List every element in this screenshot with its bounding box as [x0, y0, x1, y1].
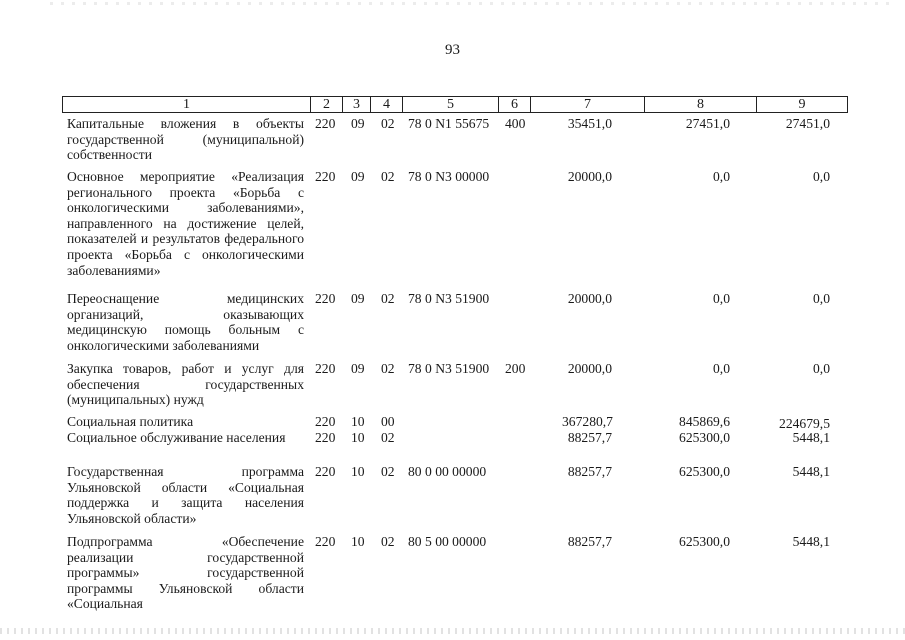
row-name: Социальное обслуживание населения — [67, 430, 286, 445]
row-year3: 0,0 — [813, 361, 830, 376]
row-razdel: 10 — [351, 414, 365, 429]
row-year2: 0,0 — [713, 291, 730, 306]
row-admin: 220 — [315, 534, 336, 549]
header-cell-5: 5 — [402, 96, 499, 113]
row-podrazdel: 02 — [381, 116, 395, 131]
header-cell-1: 1 — [62, 96, 311, 113]
row-csr: 80 5 00 00000 — [408, 534, 487, 549]
header-cell-7: 7 — [530, 96, 645, 113]
row-year3: 5448,1 — [792, 430, 830, 445]
header-cell-8: 8 — [644, 96, 757, 113]
header-cell-2: 2 — [310, 96, 343, 113]
row-admin: 220 — [315, 291, 336, 306]
row-year2: 625300,0 — [679, 534, 730, 549]
row-year2: 625300,0 — [679, 464, 730, 479]
row-vr: 400 — [505, 116, 526, 131]
row-year1: 88257,7 — [567, 534, 612, 549]
row-year3: 27451,0 — [785, 116, 830, 131]
row-razdel: 09 — [351, 169, 365, 184]
row-podrazdel: 00 — [381, 414, 395, 429]
row-name: Социальная политика — [67, 414, 194, 429]
row-csr: 78 0 N1 55675 — [408, 116, 490, 131]
row-admin: 220 — [315, 464, 336, 479]
row-name: Подпрограмма «Обеспечение реализации государственной программы» государственной программы Ульяновской области «Социальная — [67, 534, 304, 612]
row-csr: 78 0 N3 51900 — [408, 291, 490, 306]
page-number: 93 — [445, 42, 460, 58]
row-year1: 20000,0 — [567, 291, 612, 306]
row-podrazdel: 02 — [381, 169, 395, 184]
row-year3: 0,0 — [813, 291, 830, 306]
row-year2: 845869,6 — [679, 414, 730, 429]
row-podrazdel: 02 — [381, 291, 395, 306]
row-razdel: 10 — [351, 430, 365, 445]
row-year2: 0,0 — [713, 169, 730, 184]
row-name: Переоснащение медицинских организаций, оказывающих медицинскую помощь больным с онкологическими заболеваниями — [67, 291, 304, 353]
header-cell-6: 6 — [498, 96, 531, 113]
row-razdel: 10 — [351, 534, 365, 549]
row-admin: 220 — [315, 430, 336, 445]
row-name: Капитальные вложения в объекты государственной (муниципальной) собственности — [67, 116, 304, 163]
row-name: Закупка товаров, работ и услуг для обеспечения государственных (муниципальных) нужд — [67, 361, 304, 408]
row-year2: 0,0 — [713, 361, 730, 376]
row-admin: 220 — [315, 169, 336, 184]
scan-artifact — [0, 628, 905, 634]
row-csr: 80 0 00 00000 — [408, 464, 487, 479]
row-year1: 20000,0 — [567, 169, 612, 184]
row-year1: 88257,7 — [567, 464, 612, 479]
row-year1: 367280,7 — [562, 414, 613, 429]
row-year3: 0,0 — [813, 169, 830, 184]
row-admin: 220 — [315, 361, 336, 376]
row-podrazdel: 02 — [381, 464, 395, 479]
row-razdel: 09 — [351, 361, 365, 376]
row-year2: 27451,0 — [685, 116, 730, 131]
row-podrazdel: 02 — [381, 361, 395, 376]
row-year2: 625300,0 — [679, 430, 730, 445]
row-year3: 5448,1 — [792, 464, 830, 479]
scan-artifact — [50, 2, 890, 5]
row-razdel: 09 — [351, 116, 365, 131]
row-admin: 220 — [315, 116, 336, 131]
header-cell-9: 9 — [756, 96, 848, 113]
row-year3: 5448,1 — [792, 534, 830, 549]
row-podrazdel: 02 — [381, 430, 395, 445]
row-admin: 220 — [315, 414, 336, 429]
row-name: Основное мероприятие «Реализация регионального проекта «Борьба с онкологическими заболеваниями», направленного на достижение целей, показателей и результатов федерального проекта «Борьба с онкологическими заболеваниями» — [67, 169, 304, 278]
row-razdel: 09 — [351, 291, 365, 306]
row-year3: 224679,5 — [779, 416, 830, 431]
row-csr: 78 0 N3 51900 — [408, 361, 490, 376]
row-year1: 35451,0 — [567, 116, 612, 131]
row-name: Государственная программа Ульяновской области «Социальная поддержка и защита населения Ульяновской области» — [67, 464, 304, 526]
row-vr: 200 — [505, 361, 526, 376]
row-razdel: 10 — [351, 464, 365, 479]
header-cell-4: 4 — [370, 96, 403, 113]
row-year1: 88257,7 — [567, 430, 612, 445]
row-podrazdel: 02 — [381, 534, 395, 549]
row-csr: 78 0 N3 00000 — [408, 169, 490, 184]
header-cell-3: 3 — [342, 96, 371, 113]
row-year1: 20000,0 — [567, 361, 612, 376]
